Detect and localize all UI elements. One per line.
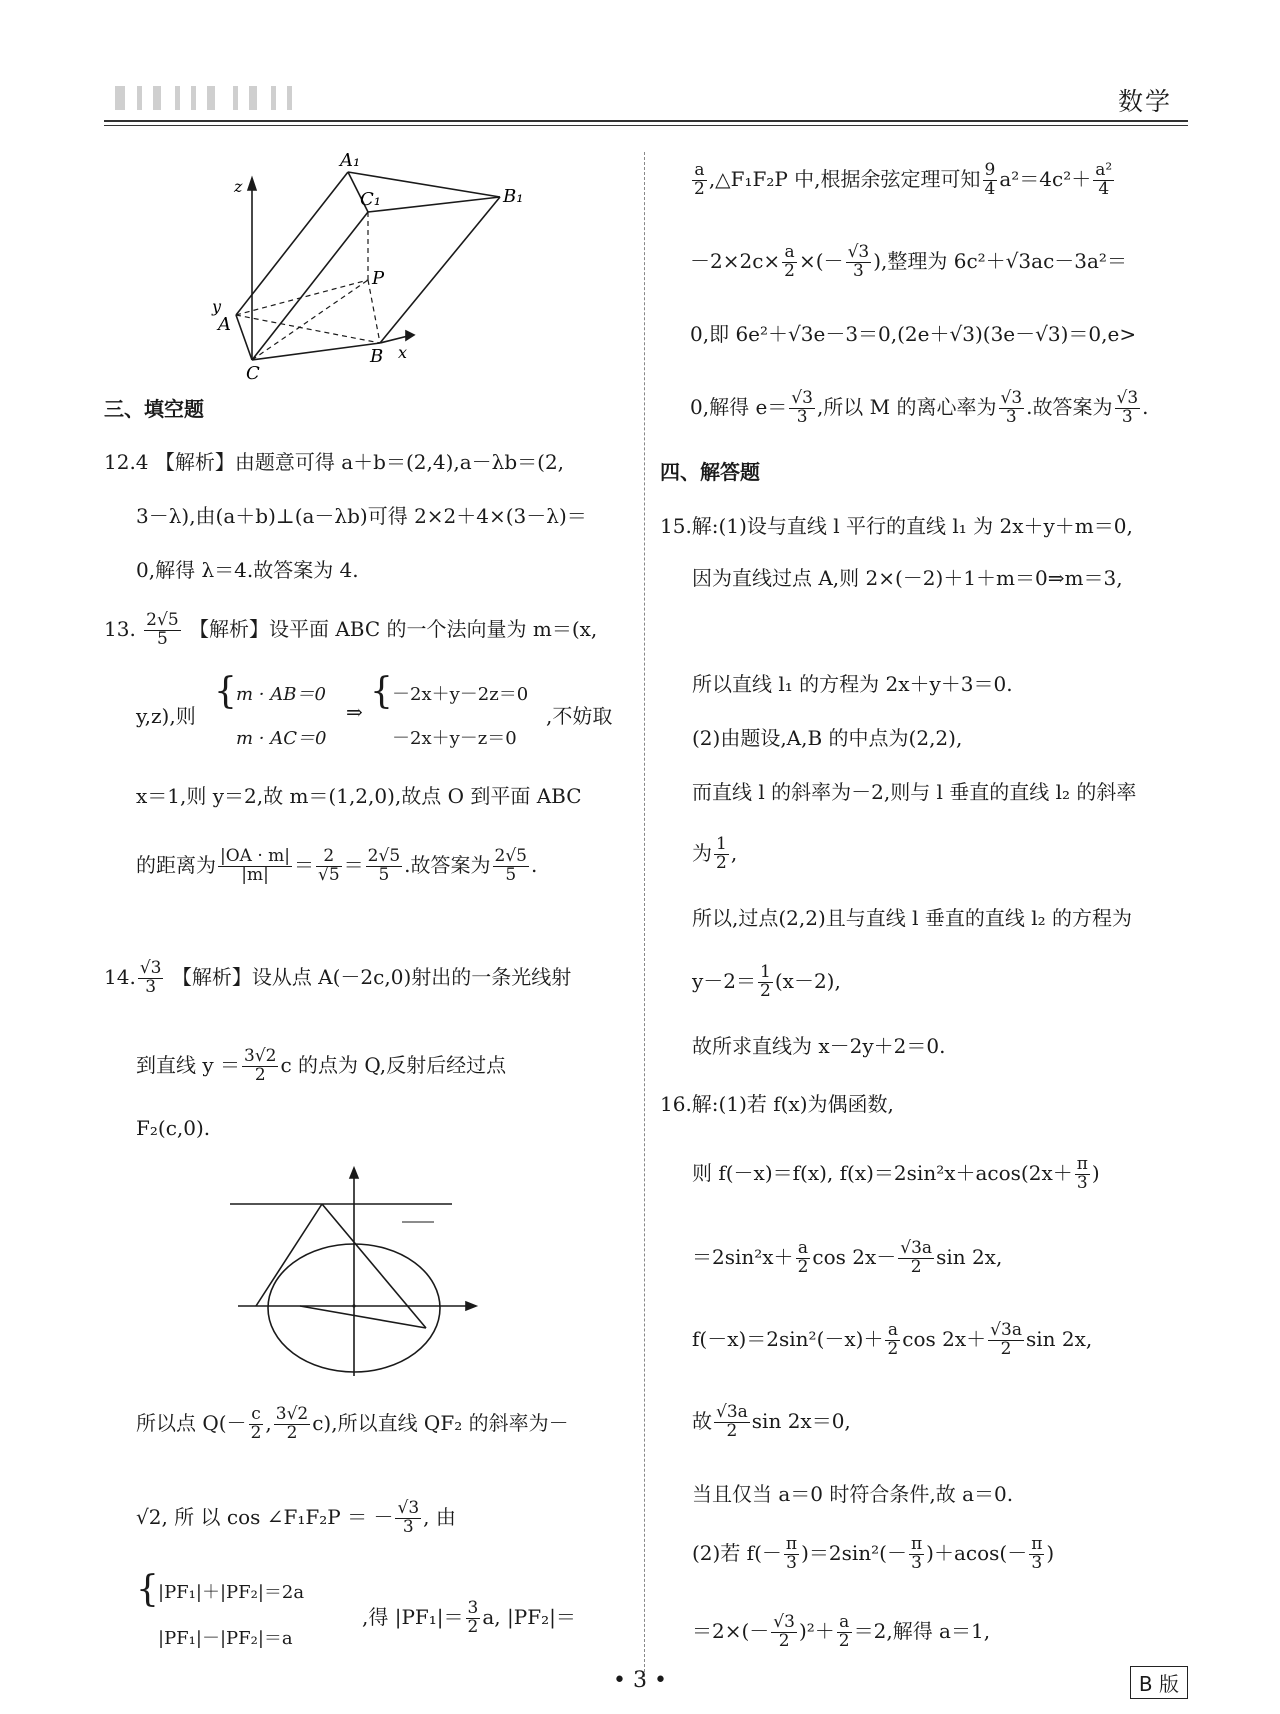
r-line3: 0,即 6e²＋√3e－3＝0,(2e＋√3)(3e－√3)＝0,e> — [690, 322, 1137, 346]
q12-line3: 0,解得 λ＝4.故答案为 4. — [136, 558, 359, 582]
label-y: y — [212, 297, 222, 316]
label-B: B — [370, 346, 384, 367]
q16-line7: (2)若 f(－ $\frac{\pi}{3}$ )＝2sin²(－ $\frac{\pi}{3}$ )＋acos(－ $\frac{\pi}{3}$ ) — [692, 1534, 1055, 1573]
r-line1: $\frac{a}{2}$ ,△F₁F₂P 中,根据余弦定理可知 $\frac{9}{4}$ a²＝4c²＋ $\frac{\text{a²}}{4}$ — [694, 160, 1113, 199]
label-B1: B₁ — [503, 186, 524, 207]
label-C: C — [246, 363, 260, 380]
label-P: P — [372, 268, 385, 289]
q16-line5: 故 $\frac{√3a}{2}$ sin 2x＝0, — [692, 1402, 851, 1441]
q13-text: y,z),则 — [136, 704, 196, 728]
q15-line1: 15.解:(1)设与直线 l 平行的直线 l₁ 为 2x＋y＋m＝0, — [660, 514, 1133, 538]
q14-line6: ,得 |PF₁|＝ $\frac{3}{2}$ a, |PF₂|＝ — [362, 1598, 576, 1637]
q16-line2: 则 f(－x)＝f(x), f(x)＝2sin²x＋acos(2x＋ $\frac{\pi}{3}$ ) — [692, 1154, 1100, 1193]
q16-line8: ＝2×(－ $\frac{√3}{2}$ )²＋ $\frac{a}{2}$ ＝2,解得 a＝1, — [692, 1612, 991, 1651]
r-line4: 0,解得 e＝ $\frac{√3}{3}$ ,所以 M 的离心率为 $\frac{√3}{3}$ .故答案为 $\frac{√3}{3}$ . — [690, 388, 1149, 427]
header-barcode — [115, 86, 305, 112]
brace-left-1: { — [214, 671, 237, 712]
q13-line1 — [104, 612, 597, 649]
label-z: z — [234, 177, 243, 196]
q14-line5: √2, 所 以 cos ∠F₁F₂P ＝ － $\frac{√3}{3}$ , 由 — [136, 1498, 456, 1537]
brace-left-2: { — [370, 671, 393, 712]
q14-sys-b: |PF₁|－|PF₂|＝a — [158, 1628, 293, 1649]
q13-line3: x＝1,则 y＝2,故 m＝(1,2,0),故点 O 到平面 ABC — [136, 784, 582, 808]
q15-line5: 而直线 l 的斜率为－2,则与 l 垂直的直线 l₂ 的斜率 — [692, 780, 1137, 804]
ellipse-figure — [230, 1164, 490, 1380]
q14-line1: 14. $\frac{√3}{3}$ 【解析】设从点 A(－2c,0)射出的一条光线射 — [104, 958, 572, 997]
q16-line4: f(－x)＝2sin²(－x)＋ $\frac{a}{2}$ cos 2x＋ $\frac{√3a}{2}$ sin 2x, — [692, 1320, 1093, 1359]
q12-line1: 12.4 【解析】由题意可得 a＋b＝(2,4),a－λb＝(2, — [104, 450, 565, 474]
q15-line4: (2)由题设,A,B 的中点为(2,2), — [692, 726, 963, 750]
q14-answer: $\frac{√3}{3}$ — [139, 958, 162, 997]
label-A1: A₁ — [340, 150, 361, 171]
q14-sys-a: |PF₁|＋|PF₂|＝2a — [158, 1582, 305, 1603]
q13-sys1a: m · AB＝0 — [236, 684, 326, 705]
edition-badge: B 版 — [1130, 1666, 1188, 1699]
q16-line3: ＝2sin²x＋ $\frac{a}{2}$ cos 2x－ $\frac{√3a}{2}$ sin 2x, — [692, 1238, 1003, 1277]
q13-sys2a: －2x＋y－2z＝0 — [392, 684, 529, 705]
prism-figure — [200, 150, 540, 380]
r-line2: －2×2c× $\frac{a}{2}$ ×(－ $\frac{√3}{3}$ ),整理为 6c²＋√3ac－3a²＝ — [690, 242, 1127, 281]
q15-line3: 所以直线 l₁ 的方程为 2x＋y＋3＝0. — [692, 672, 1013, 696]
q13-sys2b: －2x＋y－z＝0 — [392, 728, 517, 749]
page-number: • 3 • — [613, 1668, 667, 1693]
label-x: x — [398, 343, 408, 362]
q13-line2 — [136, 700, 196, 729]
brace-left-3: { — [136, 1569, 159, 1610]
q13-answer: $\frac{2√5}{5}$ — [146, 610, 179, 649]
q15-line9: 故所求直线为 x－2y＋2＝0. — [692, 1034, 946, 1058]
label-C1: C₁ — [360, 189, 381, 210]
q14-line3: F₂(c,0). — [136, 1116, 211, 1140]
q15-line6: 为 $\frac{1}{2}$ , — [692, 834, 738, 873]
section-fill-in: 三、填空题 — [104, 397, 204, 421]
q16-line1: 16.解:(1)若 f(x)为偶函数, — [660, 1092, 894, 1116]
q13-line4: 的距离为 $\frac{|OA \cdot m|}{|m|}$ ＝ $\frac{2}{√5}$ ＝ $\frac{2√5}{5}$ .故答案为 $\frac{2√5}{5}$ . — [136, 846, 538, 885]
q15-line2: 因为直线过点 A,则 2×(－2)＋1＋m＝0⇒m＝3, — [692, 566, 1123, 590]
header-rule-thin — [104, 125, 1188, 126]
subject-title: 数学 — [1117, 87, 1172, 116]
label-A: A — [218, 314, 231, 335]
q14-line4: 所以点 Q(－ $\frac{c}{2}$ , $\frac{3√2}{2}$ c),所以直线 QF₂ 的斜率为－ — [136, 1404, 569, 1443]
q13-analysis: 【解析】设平面 ABC 的一个法向量为 m＝(x, — [189, 616, 598, 641]
arrow-implies: ⇒ — [346, 700, 363, 724]
column-divider — [644, 152, 645, 1682]
q15-line7: 所以,过点(2,2)且与直线 l 垂直的直线 l₂ 的方程为 — [692, 906, 1133, 930]
q13-line2b: ,不妨取 — [546, 704, 613, 728]
q12-line2: 3－λ),由(a＋b)⊥(a－λb)可得 2×2＋4×(3－λ)＝ — [136, 504, 587, 528]
q15-line8: y－2＝ $\frac{1}{2}$ (x－2), — [692, 962, 841, 1001]
section-answer: 四、解答题 — [660, 460, 760, 484]
q14-line2: 到直线 y ＝ $\frac{3√2}{2}$ c 的点为 Q,反射后经过点 — [136, 1046, 507, 1085]
q16-line6: 当且仅当 a＝0 时符合条件,故 a＝0. — [692, 1482, 1014, 1506]
q13-sys1b: m · AC＝0 — [236, 728, 327, 749]
q13-number: 13. — [104, 616, 136, 641]
header-rule — [104, 120, 1188, 122]
